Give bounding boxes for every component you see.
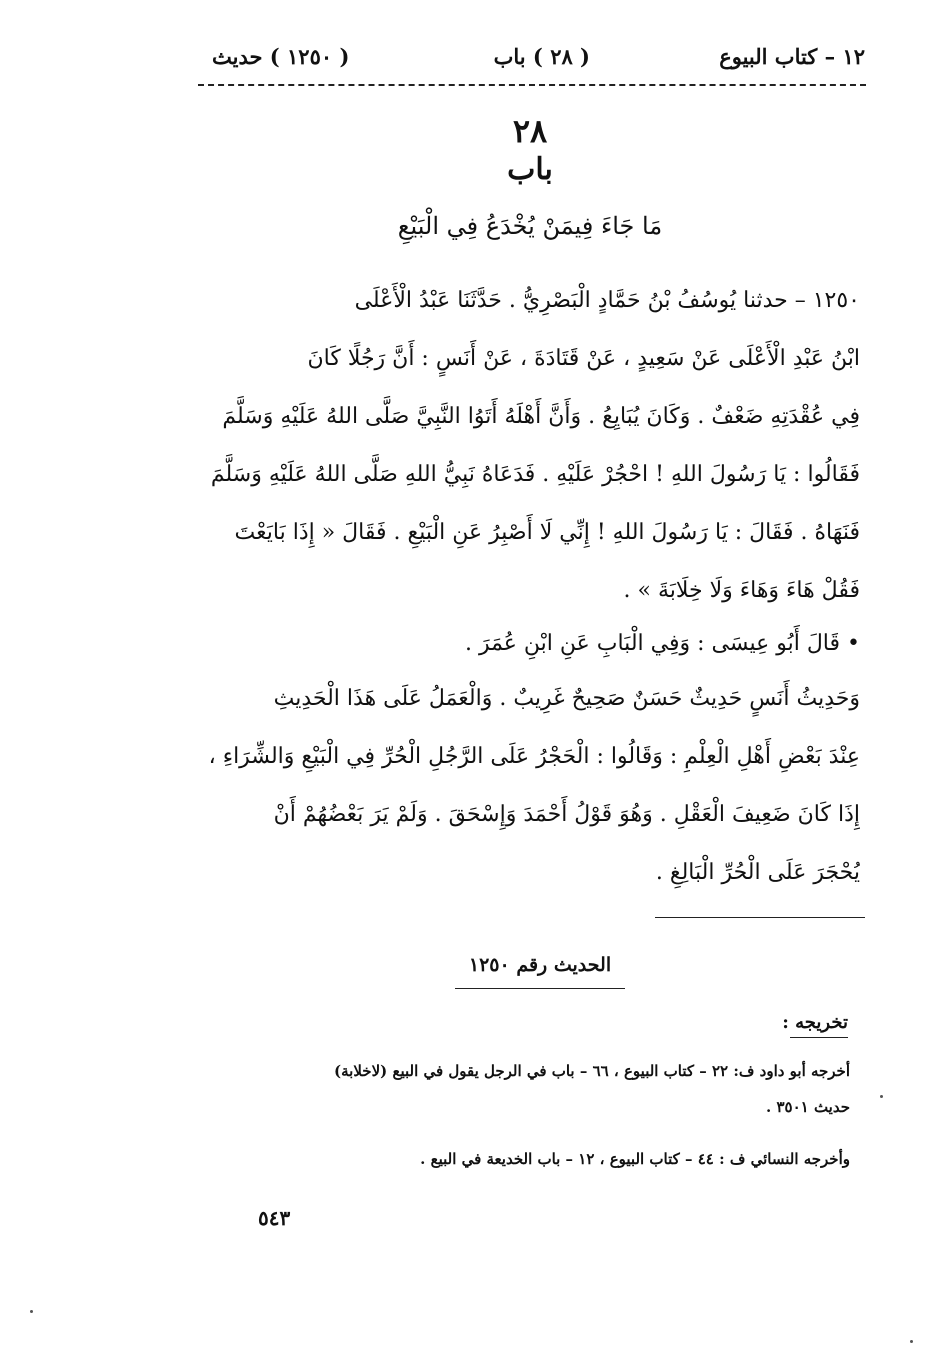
- commentary-intro: [160, 615, 860, 673]
- text-line: يُحْجَرَ عَلَى الْحُرِّ الْبَالِغِ .: [655, 860, 860, 885]
- footnote-heading-underline: [455, 988, 625, 989]
- text-line: • قَالَ أَبُو عِيسَى : وَفِي الْبَابِ عَنِ ابْنِ عُمَرَ .: [464, 631, 860, 656]
- text-line: عِنْدَ بَعْضِ أَهْلِ الْعِلْمِ : وَقَالُوا : الْحَجْرُ عَلَى الرَّجُلِ الْحُرِّ فِي الْبَيْعِ وَالشِّرَاءِ ،: [208, 744, 860, 769]
- text-line: فَقَالُوا : يَا رَسُولَ اللهِ ! احْجُرْ عَلَيْهِ . فَدَعَاهُ نَبِيُّ اللهِ صَلَّى اللهُ عَلَيْهِ وَسَلَّمَ: [210, 462, 860, 487]
- footnote-subheading-underline: [790, 1037, 848, 1038]
- footnote-line: حديث ٣٥٠١ .: [766, 1098, 850, 1116]
- text-line: ١٢٥٠ – حدثنا يُوسُفُ بْنُ حَمَّادٍ الْبَصْرِيُّ . حَدَّثَنَا عَبْدُ الْأَعْلَى: [354, 288, 860, 313]
- footnote-subheading: تخريجه :: [782, 1012, 848, 1033]
- footnote-separator: [655, 917, 865, 918]
- scan-speck: [30, 1310, 33, 1313]
- chapter-title: مَا جَاءَ فِيمَنْ يُخْدَعُ فِي الْبَيْعِ: [397, 212, 663, 240]
- scan-speck: [880, 1095, 883, 1098]
- footnote-heading: الحديث رقم ١٢٥٠: [468, 954, 612, 976]
- scan-speck: [910, 1340, 913, 1343]
- running-header: [200, 44, 865, 78]
- chapter-number: ٢٨: [512, 112, 548, 150]
- text-line: فِي عُقْدَتِهِ ضَعْفٌ . وَكَانَ يُبَايِعُ . وَأَنَّ أَهْلَهُ أَتَوُا النَّبِيَّ صَلَّى اللهُ عَلَيْهِ وَسَلَّمَ: [222, 404, 860, 429]
- hadith-text: [160, 272, 860, 620]
- text-line: فَقُلْ هَاءَ وَهَاءَ وَلَا خِلَابَةَ » .: [623, 578, 860, 603]
- commentary-text: [160, 670, 860, 902]
- page-number: ٥٤٣: [258, 1206, 291, 1230]
- footnote-line: وأخرجه النسائي ف : ٤٤ – كتاب البيوع ، ١٢ – باب الخديعة في البيع .: [420, 1150, 850, 1168]
- text-line: إِذَا كَانَ ضَعِيفَ الْعَقْلِ . وَهُوَ قَوْلُ أَحْمَدَ وَإِسْحَقَ . وَلَمْ يَرَ بَعْضُهُمْ أَنْ: [273, 802, 860, 827]
- text-line: ابْنُ عَبْدِ الْأَعْلَى عَنْ سَعِيدٍ ، عَنْ قَتَادَةَ ، عَنْ أَنَسٍ : أَنَّ رَجُلًا كَانَ: [307, 346, 860, 371]
- header-book-title: ١٢ – كتاب البيوع: [719, 44, 865, 69]
- footnote-line: أخرجه أبو داود ف: ٢٢ – كتاب البيوع ، ٦٦ – باب في الرجل يقول في البيع (لاخلابة): [334, 1062, 850, 1080]
- text-line: وَحَدِيثُ أَنَسٍ حَدِيثٌ حَسَنٌ صَحِيحٌ غَرِيبٌ . وَالْعَمَلُ عَلَى هَذَا الْحَدِيثِ: [273, 686, 860, 711]
- header-divider: [198, 84, 866, 86]
- chapter-label: باب: [507, 152, 553, 187]
- header-hadith-number: ( ١٢٥٠ ) حديث: [212, 44, 350, 69]
- text-line: فَنَهَاهُ . فَقَالَ : يَا رَسُولَ اللهِ ! إِنِّي لَا أَصْبِرُ عَنِ الْبَيْعِ . فَقَالَ « إِذَا بَايَعْتَ: [234, 520, 860, 545]
- header-chapter: ( ٢٨ ) باب: [493, 44, 590, 69]
